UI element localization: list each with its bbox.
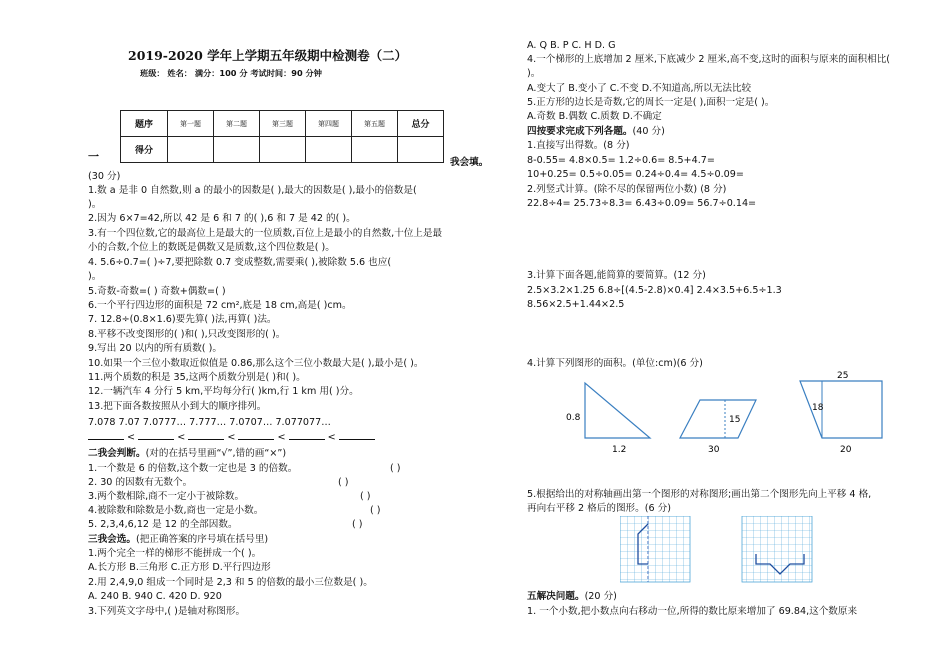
section-one-points: (30 分) <box>88 171 121 182</box>
question-line: 10.如果一个三位小数取近似值是 0.86,那么这个三位小数最大是( ),最小是( )。 <box>88 358 424 369</box>
question-line: 7. 12.8÷(0.8×1.6)要先算( )法,再算( )法。 <box>88 314 277 325</box>
choice-line: A.长方形 B.三角形 C.正方形 D.平行四边形 <box>88 562 271 573</box>
choice-line: 1.两个完全一样的梯形不能拼成一个( )。 <box>88 548 262 559</box>
judge-item: 5. 2,3,4,6,12 是 12 的全部因数。 <box>88 519 238 530</box>
section-four-points: (40 分) <box>632 126 665 137</box>
judge-paren: ( ) <box>390 463 401 474</box>
question-line: 4. 5.6÷0.7=( )÷7,要把除数 0.7 变成整数,需要乘( ),被除数 5.6 也应( <box>88 257 392 268</box>
triangle-height-label: 0.8 <box>566 413 581 423</box>
trapezoid-base-label: 20 <box>840 445 852 455</box>
section-four-header <box>527 126 665 138</box>
transform-grids <box>620 516 820 584</box>
exam-info: 班级： 姓名： 满分：100 分 考试时间：90 分钟 <box>140 68 322 78</box>
question-line: 13.把下面各数按照从小到大的顺序排列。 <box>88 401 267 412</box>
q4-2-title: 2.列竖式计算。(除不尽的保留两位小数) (8 分) <box>527 184 727 195</box>
score-table <box>120 110 444 163</box>
q4-4-title: 4.计算下列图形的面积。(单位:cm)(6 分) <box>527 358 703 369</box>
translation-grid <box>742 516 812 582</box>
score-table-cell: 第一题 <box>168 111 214 137</box>
score-input-cell <box>352 137 398 163</box>
score-table-header-row <box>121 111 444 137</box>
ordering-blanks: < < < < < <box>88 431 375 444</box>
section-four-title: 四按要求完成下列各题。 <box>527 126 633 137</box>
question-line: )。 <box>88 271 102 282</box>
section-five-title: 五解决问题。 <box>527 591 585 602</box>
triangle-base-label: 1.2 <box>612 445 627 455</box>
section-five-header <box>527 591 617 603</box>
score-input-cell <box>168 137 214 163</box>
judge-item: 4.被除数和除数是小数,商也一定是小数。 <box>88 505 264 516</box>
score-input-cell <box>398 137 444 163</box>
question-line: 小的合数,个位上的数既是偶数又是质数,这个四位数是( )。 <box>88 242 335 253</box>
section-five-points: (20 分) <box>584 591 617 602</box>
simplify-row: 2.5×3.2×1.25 6.8÷[(4.5-2.8)×0.4] 2.4×3.5+6.5÷1.3 <box>527 285 782 296</box>
score-table-cell: 第二题 <box>214 111 260 137</box>
question-line: 1.数 a 是非 0 自然数,则 a 的最小的因数是( ),最大的因数是( ),最小的倍数是( <box>88 185 417 196</box>
question-line: 5.正方形的边长是奇数,它的周长一定是( ),面积一定是( )。 <box>527 97 775 108</box>
section-two-note: (对的在括号里画“√”,错的画“×”) <box>145 448 287 459</box>
trapezoid-height-label: 18 <box>812 403 824 413</box>
judge-paren: ( ) <box>338 477 349 488</box>
judge-item: 1.一个数是 6 的倍数,这个数一定也是 3 的倍数。 <box>88 463 298 474</box>
symmetry-grid <box>620 516 690 582</box>
vertical-calc-row: 22.8÷4= 25.73÷8.3= 6.43÷0.09= 56.7÷0.14= <box>527 198 757 209</box>
score-table-cell: 第四题 <box>306 111 352 137</box>
section-two-title: 二我会判断。 <box>88 448 146 459</box>
problem-line: 1. 一个小数,把小数点向右移动一位,所得的数比原来增加了 69.84,这个数原来 <box>527 606 858 617</box>
triangle-figure <box>585 383 650 438</box>
score-table-cell: 第三题 <box>260 111 306 137</box>
question-line: 12.一辆汽车 4 分行 5 km,平均每分行( )km,行 1 km 用( )分。 <box>88 386 359 397</box>
section-three-header <box>88 534 268 546</box>
score-table-cell: 题序 <box>121 111 168 137</box>
q4-5-line1: 5.根据给出的对称轴画出第一个图形的对称图形;画出第二个图形先向上平移 4 格, <box>527 489 872 500</box>
question-line: 4.一个梯形的上底增加 2 厘米,下底减少 2 厘米,高不变,这时的面积与原来的面积相比( <box>527 54 891 65</box>
q4-5-line2: 再向右平移 2 格后的图形。(6 分) <box>527 503 671 514</box>
question-line: 3.有一个四位数,它的最高位上是最大的一位质数,百位上是最小的自然数,十位上是最 <box>88 228 443 239</box>
question-line: )。 <box>88 199 102 210</box>
judge-item: 2. 30 的因数有无数个。 <box>88 477 193 488</box>
oral-calc-row: 10+0.25= 0.5÷0.05= 0.24÷0.4= 4.5÷0.09= <box>527 169 744 180</box>
section-three-note: (把正确答案的序号填在括号里) <box>135 534 269 545</box>
score-table-score-row <box>121 137 444 163</box>
question-line: 8.平移不改变图形的( )和( ),只改变图形的( )。 <box>88 329 286 340</box>
score-table-cell: 得分 <box>121 137 168 163</box>
score-input-cell <box>214 137 260 163</box>
score-table-cell: 总分 <box>398 111 444 137</box>
question-line: 11.两个质数的积是 35,这两个质数分别是( )和( )。 <box>88 372 306 383</box>
score-table-cell: 第五题 <box>352 111 398 137</box>
score-input-cell <box>306 137 352 163</box>
score-input-cell <box>260 137 306 163</box>
choice-line: 2.用 2,4,9,0 组成一个同时是 2,3 和 5 的倍数的最小三位数是( )。 <box>88 577 373 588</box>
parallelogram-base-label: 30 <box>708 445 720 455</box>
judge-paren: ( ) <box>360 491 371 502</box>
question-line: 6.一个平行四边形的面积是 72 cm²,底是 18 cm,高是( )cm。 <box>88 300 352 311</box>
judge-paren: ( ) <box>352 519 363 530</box>
judge-item: 3.两个数相除,商不一定小于被除数。 <box>88 491 245 502</box>
section-three-title: 三我会选。 <box>88 534 136 545</box>
option-line: A. Q B. P C. H D. G <box>527 40 616 51</box>
trapezoid-top-label: 25 <box>837 371 849 381</box>
option-line: A.奇数 B.偶数 C.质数 D.不确定 <box>527 111 662 122</box>
oral-calc-row: 8-0.55= 4.8×0.5= 1.2÷0.6= 8.5+4.7= <box>527 155 715 166</box>
number-sequence: 7.078 7.07 7.0777… 7.777… 7.0707… 7.077077… <box>88 417 331 428</box>
question-line: 9.写出 20 以内的所有质数( )。 <box>88 343 222 354</box>
section-two-header <box>88 448 286 460</box>
choice-line: A. 240 B. 940 C. 420 D. 920 <box>88 591 222 602</box>
section-one-title: 我会填。 <box>450 157 489 168</box>
parallelogram-figure <box>680 400 756 438</box>
parallelogram-height-label: 15 <box>729 415 741 425</box>
question-line: 5.奇数-奇数=( ) 奇数+偶数=( ) <box>88 286 226 297</box>
closing-paren: )。 <box>527 68 541 79</box>
judge-paren: ( ) <box>370 505 381 516</box>
page-title: 2019-2020 学年上学期五年级期中检测卷（二） <box>128 48 408 63</box>
simplify-row: 8.56×2.5+1.44×2.5 <box>527 299 625 310</box>
section-one-number: 一 <box>88 150 99 163</box>
area-figures <box>560 368 890 456</box>
q4-3-title: 3.计算下面各题,能简算的要简算。(12 分) <box>527 270 706 281</box>
question-line: 2.因为 6×7=42,所以 42 是 6 和 7 的( ),6 和 7 是 42 的( )。 <box>88 213 356 224</box>
q4-1-title: 1.直接写出得数。(8 分) <box>527 140 630 151</box>
option-line: A.变大了 B.变小了 C.不变 D.不知道高,所以无法比较 <box>527 83 752 94</box>
choice-line: 3.下列英文字母中,( )是轴对称图形。 <box>88 606 246 617</box>
